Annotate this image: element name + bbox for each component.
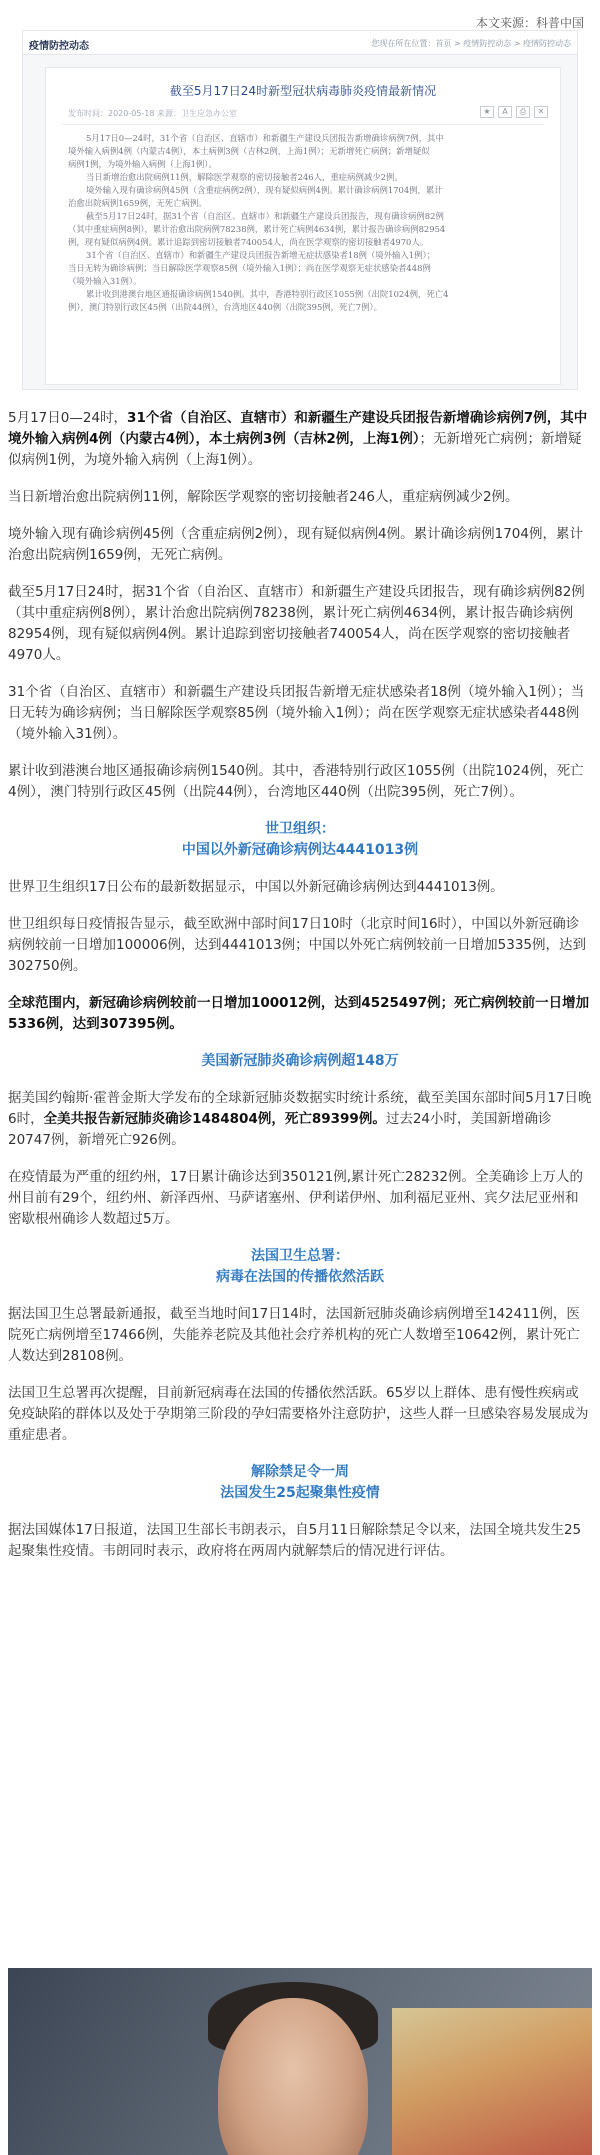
- section-heading-france-health-line2: 病毒在法国的传播依然活跃: [216, 1269, 384, 1285]
- photo-map-background: [392, 2008, 592, 2155]
- notice-divider: [62, 124, 544, 125]
- notice-topbar: [23, 31, 577, 55]
- notice-breadcrumb: 您现在所在位置：首页 > 疫情防控动态 > 疫情防控动态: [371, 39, 571, 48]
- close-icon: ✕: [534, 106, 548, 118]
- section-heading-who: [8, 819, 592, 861]
- font-size-icon: A: [498, 106, 512, 118]
- section-heading-who-line1: 世卫组织：: [265, 821, 335, 837]
- paragraph-2: 当日新增治愈出院病例11例，解除医学观察的密切接触者246人，重症病例减少2例。: [8, 489, 519, 505]
- news-photo: [8, 1968, 592, 2155]
- paragraph-13: 法国卫生总署再次提醒，目前新冠病毒在法国的传播依然活跃。65岁以上群体、患有慢性疾病或免疫缺陷的群体以及处于孕期第三阶段的孕妇需要格外注意防护，这些人群一旦感染容易发展成为重症患者。: [8, 1385, 589, 1443]
- paragraph-9: [8, 993, 592, 1035]
- notice-meta: 发布时间：2020-05-18 来源：卫生应急办公室: [68, 109, 238, 118]
- notice-line: 境外输入现有确诊病例45例（含重症病例2例），现有疑似病例4例。累计确诊病例1704例，累计: [86, 185, 443, 195]
- section-heading-us: [8, 1051, 592, 1072]
- notice-line: 当日无转为确诊病例；当日解除医学观察85例（境外输入1例）；尚在医学观察无症状感染者448例: [68, 263, 431, 273]
- notice-line: 5月17日0—24时，31个省（自治区、直辖市）和新疆生产建设兵团报告新增确诊病例7例，其中: [86, 133, 444, 143]
- notice-line: 截至5月17日24时，据31个省（自治区、直辖市）和新疆生产建设兵团报告，现有确诊病例82例: [86, 211, 444, 221]
- paragraph-5: 31个省（自治区、直辖市）和新疆生产建设兵团报告新增无症状感染者18例（境外输入1例）；当日无转为确诊病例；当日解除医学观察85例（境外输入1例）；尚在医学观察无症状感染者448例（境外输入31例）。: [8, 684, 585, 742]
- paragraph-12: 据法国卫生总署最新通报，截至当地时间17日14时，法国新冠肺炎确诊病例增至142411例，医院死亡病例增至17466例，失能养老院及其他社会疗养机构的死亡人数增至10642例，累计死亡人数达到28108例。: [8, 1306, 580, 1364]
- paragraph-1-tail: ；无新增死亡病例；新增疑似病例1例，为境外输入病例（上海1例）。: [8, 431, 582, 468]
- section-heading-france-clusters-line2: 法国发生25起聚集性疫情: [220, 1485, 380, 1501]
- paragraph-7: 世界卫生组织17日公布的最新数据显示，中国以外新冠确诊病例达到4441013例。: [8, 879, 504, 895]
- notice-line: （境外输入31例）。: [68, 276, 142, 286]
- notice-line: 治愈出院病例1659例，无死亡病例。: [68, 198, 207, 208]
- notice-body: [68, 132, 538, 314]
- paragraph-6: 累计收到港澳台地区通报确诊病例1540例。其中，香港特别行政区1055例（出院1024例，死亡4例），澳门特别行政区45例（出院44例），台湾地区440例（出院395例，死亡7例）。: [8, 763, 584, 800]
- notice-screenshot: [22, 30, 578, 390]
- paragraph-10-bold: 全美共报告新冠肺炎确诊1484804例，死亡89399例。: [43, 1111, 386, 1127]
- notice-line: 病例1例，为境外输入病例（上海1例）。: [68, 159, 217, 169]
- section-heading-us-line1: 美国新冠肺炎确诊病例超148万: [201, 1053, 399, 1069]
- section-heading-france-clusters-line1: 解除禁足令一周: [251, 1464, 349, 1480]
- paragraph-9-bold: 全球范围内，新冠确诊病例较前一日增加100012例，达到4525497例；死亡病例较前一日增加5336例，达到307395例。: [8, 995, 590, 1032]
- print-icon: ⎙: [516, 106, 530, 118]
- notice-line: 当日新增治愈出院病例11例，解除医学观察的密切接触者246人，重症病例减少2例。: [86, 172, 403, 182]
- section-heading-france-health-line1: 法国卫生总署：: [251, 1248, 349, 1264]
- section-heading-who-line2: 中国以外新冠确诊病例达4441013例: [181, 842, 419, 858]
- notice-line: （其中重症病例8例），累计治愈出院病例78238例，累计死亡病例4634例，累计报告确诊病例82954: [68, 224, 446, 234]
- paragraph-10-tail: 过去24小时，美国新增确诊20747例，新增死亡926例。: [8, 1111, 552, 1148]
- paragraph-3: 境外输入现有确诊病例45例（含重症病例2例），现有疑似病例4例。累计确诊病例1704例，累计治愈出院病例1659例，无死亡病例。: [8, 526, 583, 563]
- paragraph-11: 在疫情最为严重的纽约州，17日累计确诊达到350121例,累计死亡28232例。全美确诊上万人的州目前有29个，纽约州、新泽西州、马萨诸塞州、伊利诺伊州、加利福尼亚州、宾夕法尼亚州和密歇根州确诊人数超过5万。: [8, 1169, 583, 1227]
- favorite-icon: ★: [480, 106, 494, 118]
- notice-title: 截至5月17日24时新型冠状病毒肺炎疫情最新情况: [169, 84, 437, 98]
- paragraph-10: [8, 1088, 592, 1151]
- paragraph-1-lead: 5月17日0—24时，: [8, 410, 128, 426]
- notice-line: 例），澳门特别行政区45例（出院44例），台湾地区440例（出院395例，死亡7例）。: [68, 302, 383, 312]
- section-heading-france-health: [8, 1246, 592, 1288]
- section-heading-france-clusters: [8, 1462, 592, 1504]
- paragraph-1-bold: 31个省（自治区、直辖市）和新疆生产建设兵团报告新增确诊病例7例，其中境外输入病例4例（内蒙古4例），本土病例3例（吉林2例，上海1例）: [8, 410, 588, 447]
- paragraph-1: [8, 408, 592, 471]
- notice-card: [45, 67, 561, 385]
- paragraph-10-lead: 据美国约翰斯·霍普金斯大学发布的全球新冠肺炎数据实时统计系统，截至美国东部时间5月17日晚6时，: [8, 1090, 592, 1127]
- paragraph-14: 据法国媒体17日报道，法国卫生部长韦朗表示，自5月11日解除禁足令以来，法国全境共发生25起聚集性疫情。韦朗同时表示，政府将在两周内就解禁后的情况进行评估。: [8, 1522, 582, 1559]
- article-source: 本文来源：科普中国: [475, 16, 584, 30]
- article-body: [8, 408, 592, 1578]
- notice-line: 例，现有疑似病例4例。累计追踪到密切接触者740054人，尚在医学观察的密切接触者4970人。: [68, 237, 429, 247]
- notice-line: 累计收到港澳台地区通报确诊病例1540例。其中，香港特别行政区1055例（出院1024例，死亡4: [86, 289, 449, 299]
- notice-line: 31个省（自治区、直辖市）和新疆生产建设兵团报告新增无症状感染者18例（境外输入1例）；: [86, 250, 436, 260]
- notice-tools: [480, 106, 548, 118]
- paragraph-8: 世卫组织每日疫情报告显示，截至欧洲中部时间17日10时（北京时间16时），中国以外新冠确诊病例较前一日增加100006例，达到4441013例；中国以外死亡病例较前一日增加5335例，达到302750例。: [8, 916, 587, 974]
- notice-line: 境外输入病例4例（内蒙古4例），本土病例3例（吉林2例，上海1例）；无新增死亡病例；新增疑似: [68, 146, 430, 156]
- paragraph-4: 截至5月17日24时，据31个省（自治区、直辖市）和新疆生产建设兵团报告，现有确诊病例82例（其中重症病例8例），累计治愈出院病例78238例，累计死亡病例4634例，累计报告确诊病例82954例，现有疑似病例4例。累计追踪到密切接触者740054人，尚在医学观察的密切接触者4970人。: [8, 584, 585, 663]
- notice-section-title: 疫情防控动态: [29, 41, 89, 52]
